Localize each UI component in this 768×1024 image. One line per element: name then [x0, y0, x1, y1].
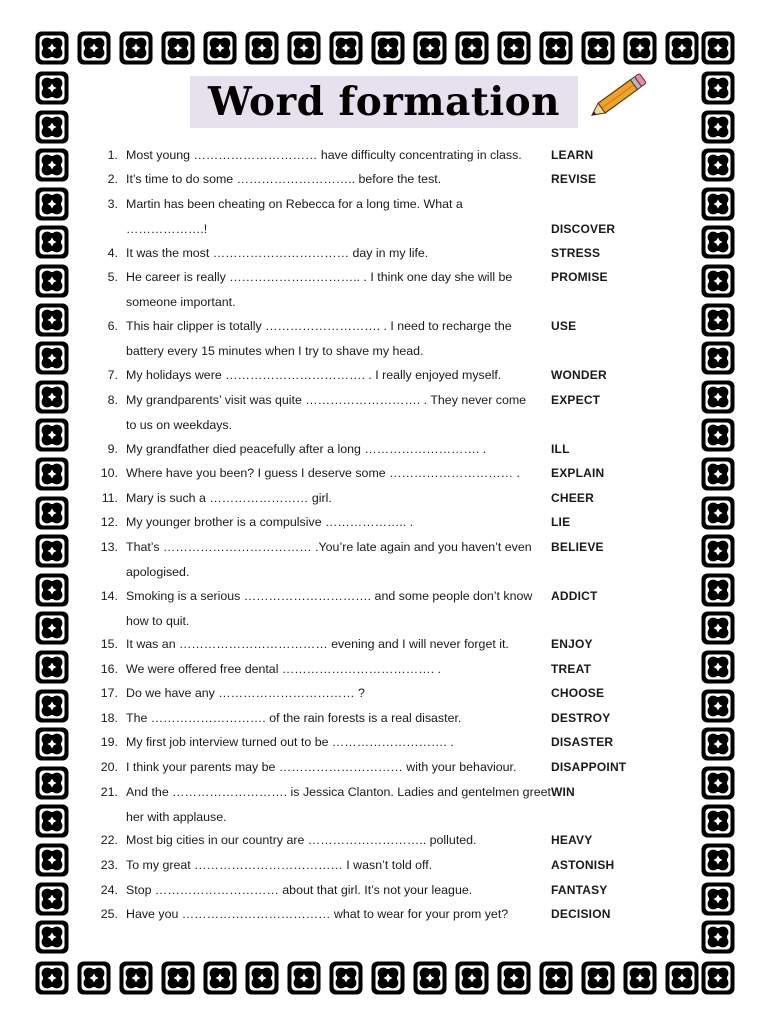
sentence-text: My younger brother is a compulsive ……………….. . — [126, 515, 414, 529]
item-number: 2. — [107, 172, 118, 186]
sentence-text: Most young ………………………… have difficulty concentrating in class. — [126, 148, 522, 162]
item-number: 10. — [100, 466, 118, 480]
sentence-text: Have you ……………………………… what to wear for your prom yet? — [126, 907, 509, 921]
sentence-text: My holidays were ……………………………. . I really enjoyed myself. — [126, 368, 502, 382]
base-word: CHOOSE — [551, 686, 605, 700]
sentence-text: Do we have any …………………………… ? — [126, 686, 365, 700]
item-number: 18. — [100, 711, 118, 725]
sentence-text: to us on weekdays. — [126, 417, 233, 432]
item-number: 9. — [107, 442, 118, 456]
sentence-text: Martin has been cheating on Rebecca for a long time. What a — [126, 197, 463, 211]
base-word: DECISION — [551, 907, 611, 921]
base-word: BELIEVE — [551, 540, 604, 554]
sentence-text: That’s ……………………………… .You’re late again and you haven’t even — [126, 540, 532, 554]
item-number: 14. — [100, 589, 118, 603]
base-word: STRESS — [551, 246, 601, 260]
base-word: DISAPPOINT — [551, 760, 627, 774]
sentence-text: We were offered free dental ………………………………. . — [126, 662, 441, 676]
sentence-text: apologised. — [126, 564, 190, 579]
sentence-text: battery every 15 minutes when I try to shave my head. — [126, 343, 424, 358]
base-word: LEARN — [551, 148, 594, 162]
page-title: Word formation — [207, 79, 561, 125]
item-number: 25. — [100, 907, 118, 921]
sentence-text: Stop ………………………… about that girl. It’s not your league. — [126, 883, 473, 897]
sentence-text: And the ………………………. is Jessica Clanton. Ladies and gentelmen greet — [126, 785, 551, 799]
item-number: 1. — [107, 148, 118, 162]
sentence-text: Smoking is a serious …………………………. and some people don’t know — [126, 589, 533, 603]
item-number: 23. — [100, 858, 118, 872]
sentence-text: This hair clipper is totally ………………………. . I need to recharge the — [126, 319, 512, 333]
base-word: USE — [551, 319, 577, 333]
base-word: ILL — [551, 442, 570, 456]
item-number: 4. — [107, 246, 118, 260]
base-word: EXPLAIN — [551, 466, 605, 480]
sentence-text: It was an ……………………………… evening and I will never forget it. — [126, 637, 509, 651]
sentence-text: Mary is such a …………………… girl. — [126, 491, 332, 505]
base-word: REVISE — [551, 172, 597, 186]
item-number: 13. — [100, 540, 118, 554]
sentence-text: Where have you been? I guess I deserve some ………………………… . — [126, 466, 520, 480]
base-word: HEAVY — [551, 833, 593, 847]
item-number: 3. — [107, 197, 118, 211]
base-word: CHEER — [551, 491, 595, 505]
item-number: 5. — [107, 270, 118, 284]
item-number: 11. — [101, 491, 118, 505]
sentence-text: It’s time to do some ……………………….. before the test. — [126, 172, 442, 186]
item-number: 7. — [107, 368, 118, 382]
sentence-text: her with applause. — [126, 809, 227, 824]
sentence-text: how to quit. — [126, 613, 190, 628]
base-word: WONDER — [551, 368, 607, 382]
base-word: EXPECT — [551, 393, 601, 407]
sentence-text: someone important. — [126, 294, 236, 309]
base-word: WIN — [551, 785, 575, 799]
base-word: FANTASY — [551, 883, 608, 897]
sentence-text: I think your parents may be ………………………… with your behaviour. — [126, 760, 517, 774]
item-number: 22. — [100, 833, 118, 847]
item-number: 17. — [100, 686, 118, 700]
item-number: 15. — [100, 637, 118, 651]
base-word: TREAT — [551, 662, 592, 676]
base-word: DISCOVER — [551, 221, 616, 236]
sentence-text: He career is really ………………………….. . I think one day she will be — [126, 270, 513, 284]
base-word: LIE — [551, 515, 571, 529]
base-word: PROMISE — [551, 270, 608, 284]
item-number: 24. — [100, 883, 118, 897]
sentence-text: To my great ……………………………… I wasn’t told off. — [126, 858, 433, 872]
sentence-text: It was the most …………………………… day in my life. — [126, 246, 429, 260]
sentence-text: My grandparents’ visit was quite ………………………. . They never come — [126, 393, 527, 407]
item-number: 12. — [100, 515, 118, 529]
item-number: 8. — [107, 393, 118, 407]
item-number: 6. — [107, 319, 118, 333]
sentence-text: My first job interview turned out to be ………………………. . — [126, 735, 454, 749]
item-number: 20. — [100, 760, 118, 774]
base-word: DESTROY — [551, 711, 611, 725]
item-number: 19. — [100, 735, 118, 749]
base-word: ENJOY — [551, 637, 593, 651]
sentence-text: ……………….! — [126, 221, 208, 236]
item-number: 16. — [100, 662, 118, 676]
base-word: DISASTER — [551, 735, 614, 749]
base-word: ASTONISH — [551, 858, 615, 872]
sentence-text: My grandfather died peacefully after a long ………………………. . — [126, 442, 487, 456]
sentence-text: The ………………………. of the rain forests is a real disaster. — [126, 711, 462, 725]
item-number: 21. — [100, 785, 118, 799]
sentence-text: Most big cities in our country are ……………………….. polluted. — [126, 833, 477, 847]
base-word: ADDICT — [551, 589, 598, 603]
